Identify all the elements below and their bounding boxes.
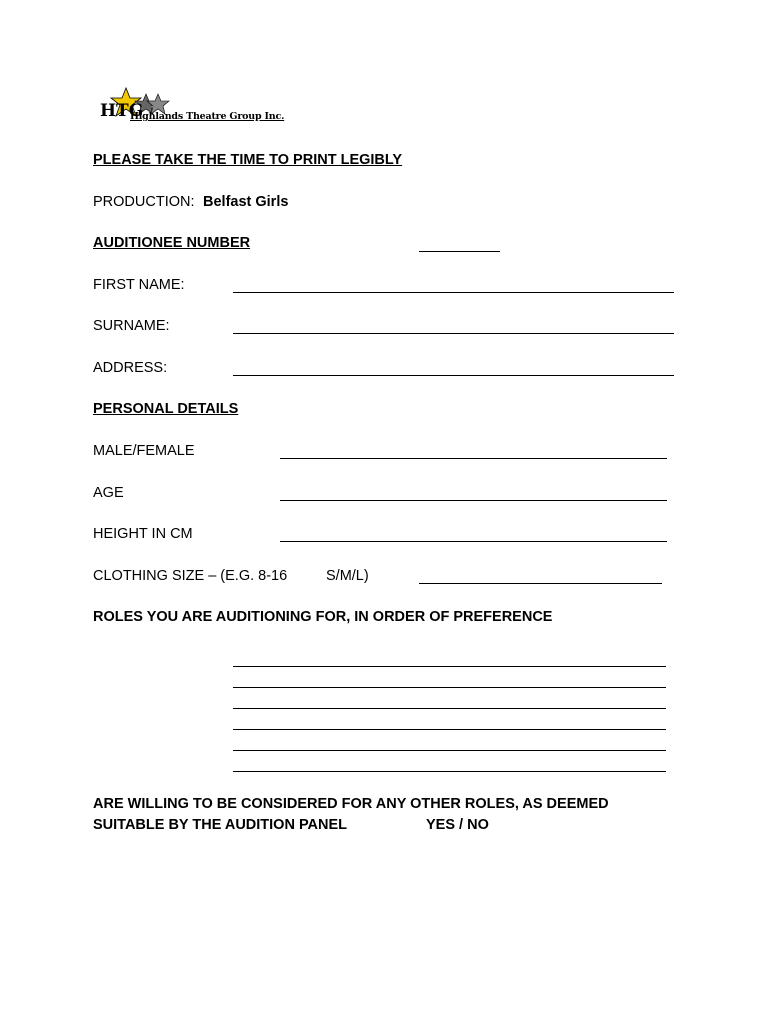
clothing-size-options: S/M/L) xyxy=(326,568,369,584)
willing-question-line-2: SUITABLE BY THE AUDITION PANEL xyxy=(93,817,348,833)
role-preference-field-6[interactable] xyxy=(233,771,666,772)
surname-field[interactable] xyxy=(233,333,674,334)
logo-name: Highlands Theatre Group Inc. xyxy=(130,111,285,122)
production-label: PRODUCTION: xyxy=(93,194,195,210)
address-field[interactable] xyxy=(233,375,674,376)
role-preference-field-2[interactable] xyxy=(233,687,666,688)
auditionee-number-label: AUDITIONEE NUMBER xyxy=(93,235,251,251)
auditionee-number-field[interactable] xyxy=(419,251,500,252)
print-legibly-heading: PLEASE TAKE THE TIME TO PRINT LEGIBLY xyxy=(93,152,403,168)
age-field[interactable] xyxy=(280,500,667,501)
clothing-size-field[interactable] xyxy=(419,583,662,584)
personal-details-heading: PERSONAL DETAILS xyxy=(93,401,239,417)
logo-initials: HTG xyxy=(100,101,144,121)
height-field[interactable] xyxy=(280,541,667,542)
first-name-label: FIRST NAME: xyxy=(93,277,185,293)
gender-label: MALE/FEMALE xyxy=(93,443,195,459)
willing-question-line-1: ARE WILLING TO BE CONSIDERED FOR ANY OTHER ROLES, AS DEEMED xyxy=(93,796,609,812)
first-name-field[interactable] xyxy=(233,292,674,293)
gender-field[interactable] xyxy=(280,458,667,459)
yes-no-choice[interactable]: YES / NO xyxy=(426,817,489,833)
clothing-size-label: CLOTHING SIZE – (E.G. 8-16 xyxy=(93,568,288,584)
role-preference-field-5[interactable] xyxy=(233,750,666,751)
role-preference-field-1[interactable] xyxy=(233,666,666,667)
role-preference-field-4[interactable] xyxy=(233,729,666,730)
production-value: Belfast Girls xyxy=(203,194,289,210)
address-label: ADDRESS: xyxy=(93,360,168,376)
age-label: AGE xyxy=(93,485,124,501)
surname-label: SURNAME: xyxy=(93,318,170,334)
role-preference-field-3[interactable] xyxy=(233,708,666,709)
roles-heading: ROLES YOU ARE AUDITIONING FOR, IN ORDER OF PREFERENCE xyxy=(93,609,553,625)
height-label: HEIGHT IN CM xyxy=(93,526,193,542)
